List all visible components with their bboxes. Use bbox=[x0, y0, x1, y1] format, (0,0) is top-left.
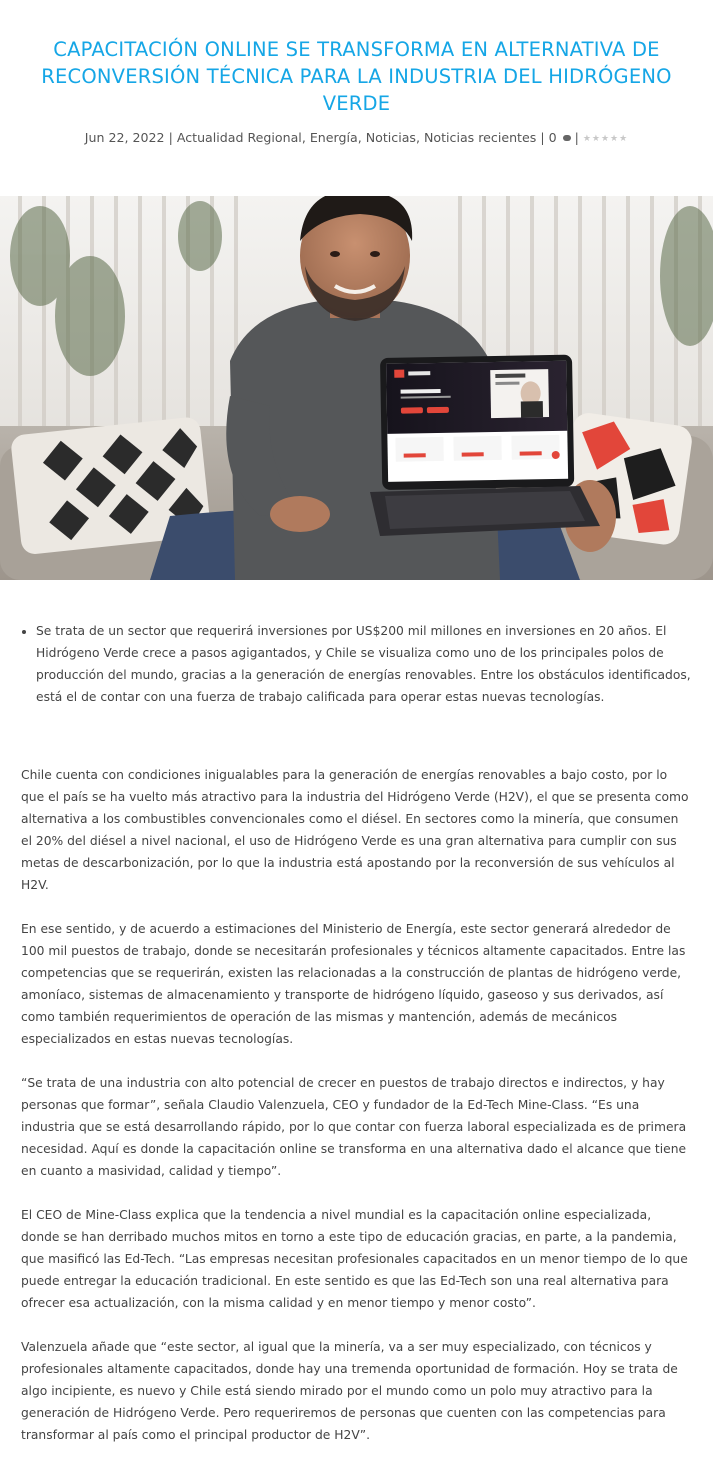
hero-image bbox=[0, 196, 713, 580]
comment-count: 0 bbox=[548, 130, 557, 145]
category-link-noticias[interactable]: Noticias bbox=[365, 130, 416, 145]
summary-list bbox=[21, 620, 693, 708]
paragraph: En ese sentido, y de acuerdo a estimaciones del Ministerio de Energía, este sector generará alrededor de 100 mil puestos de trabajo, donde se necesitarán profesionales y técnicos altamente capacitados. Entre las competencias que se requerirán, existen las relacionadas a la construcción de plantas de hidrógeno verde, amoníaco, sistemas de almacenamiento y transporte de hidrógeno líquido, gaseoso y sus derivados, así como también requerimientos de operación de las mismas y mantención, además de mecánicos especializados en estas nuevas tecnologías. bbox=[21, 922, 686, 1046]
paragraph: Valenzuela añade que “este sector, al igual que la minería, va a ser muy especializado, con técnicos y profesionales altamente capacitados, donde hay una tremenda oportunidad de formación. Hoy se trata de algo incipiente, es nuevo y Chile está siendo mirado por el mundo como un polo muy atractivo para la generación de Hidrógeno Verde. Pero requeriremos de personas que cuenten con las competencias para transformar al país como el principal productor de H2V”. bbox=[21, 1340, 678, 1442]
post-date: Jun 22, 2022 bbox=[84, 130, 165, 145]
comment-icon bbox=[563, 135, 571, 141]
article-body bbox=[21, 620, 693, 1468]
list-item: • Se trata de un sector que requerirá inversiones por US$200 mil millones en inversiones en 20 años. El Hidrógeno Verde crece a pasos agigantados, y Chile se visualiza como uno de los principales polos de producción del mundo, gracias a la generación de energías renovables. Entre los obstáculos identificados, está el de contar con una fuerza de trabajo calificada para operar estas nuevas tecnologías. bbox=[36, 620, 693, 708]
comments-link[interactable] bbox=[549, 130, 571, 145]
category-link-noticias-recientes[interactable]: Noticias recientes bbox=[423, 130, 537, 145]
paragraph: El CEO de Mine-Class explica que la tendencia a nivel mundial es la capacitación online especializada, donde se han derribado muchos mitos en torno a este tipo de educación gracias, en parte, a la pandemia, que masificó las Ed-Tech. “Las empresas necesitan profesionales capacitados en un menor tiempo de lo que puede entregar la educación tradicional. En este sentido es que las Ed-Tech son una real alternativa para ofrecer esa actualización, con la misma calidad y en menor tiempo y menor costo”. bbox=[21, 1208, 688, 1310]
hero-photo bbox=[0, 196, 713, 580]
article-title: CAPACITACIÓN ONLINE SE TRANSFORMA EN ALTERNATIVA DE RECONVERSIÓN TÉCNICA PARA LA INDUSTRIA DEL HIDRÓGENO VERDE bbox=[41, 38, 672, 115]
category-link-actualidad-regional[interactable]: Actualidad Regional bbox=[176, 130, 302, 145]
paragraph: “Se trata de una industria con alto potencial de crecer en puestos de trabajo directos e indirectos, y hay personas que formar”, señala Claudio Valenzuela, CEO y fundador de la Ed-Tech Mine-Class. “Es una industria que se está desarrollando rápido, por lo que contar con fuerza laboral especializada es de primera necesidad. Aquí es donde la capacitación online se transforma en una alternativa dado el alcance que tiene en cuanto a masividad, calidad y tiempo”. bbox=[21, 1076, 687, 1178]
paragraph: Chile cuenta con condiciones inigualables para la generación de energías renovables a bajo costo, por lo que el país se ha vuelto más atractivo para la industria del Hidrógeno Verde (H2V), el que se presenta como alternativa a los combustibles convencionales como el diésel. En sectores como la minería, que consumen el 20% del diésel a nivel nacional, el uso de Hidrógeno Verde es una gran alternativa para cumplir con sus metas de descarbonización, por lo que la industria está apostando por la reconversión de sus vehículos al H2V. bbox=[21, 768, 689, 892]
post-meta: Jun 22, 2022 | Actualidad Regional, Energía, Noticias, Noticias recientes | 0 | ★★★★★ bbox=[0, 129, 713, 149]
category-link-energia[interactable]: Energía bbox=[309, 130, 358, 145]
star-rating-icon: ★★★★★ bbox=[582, 134, 629, 144]
